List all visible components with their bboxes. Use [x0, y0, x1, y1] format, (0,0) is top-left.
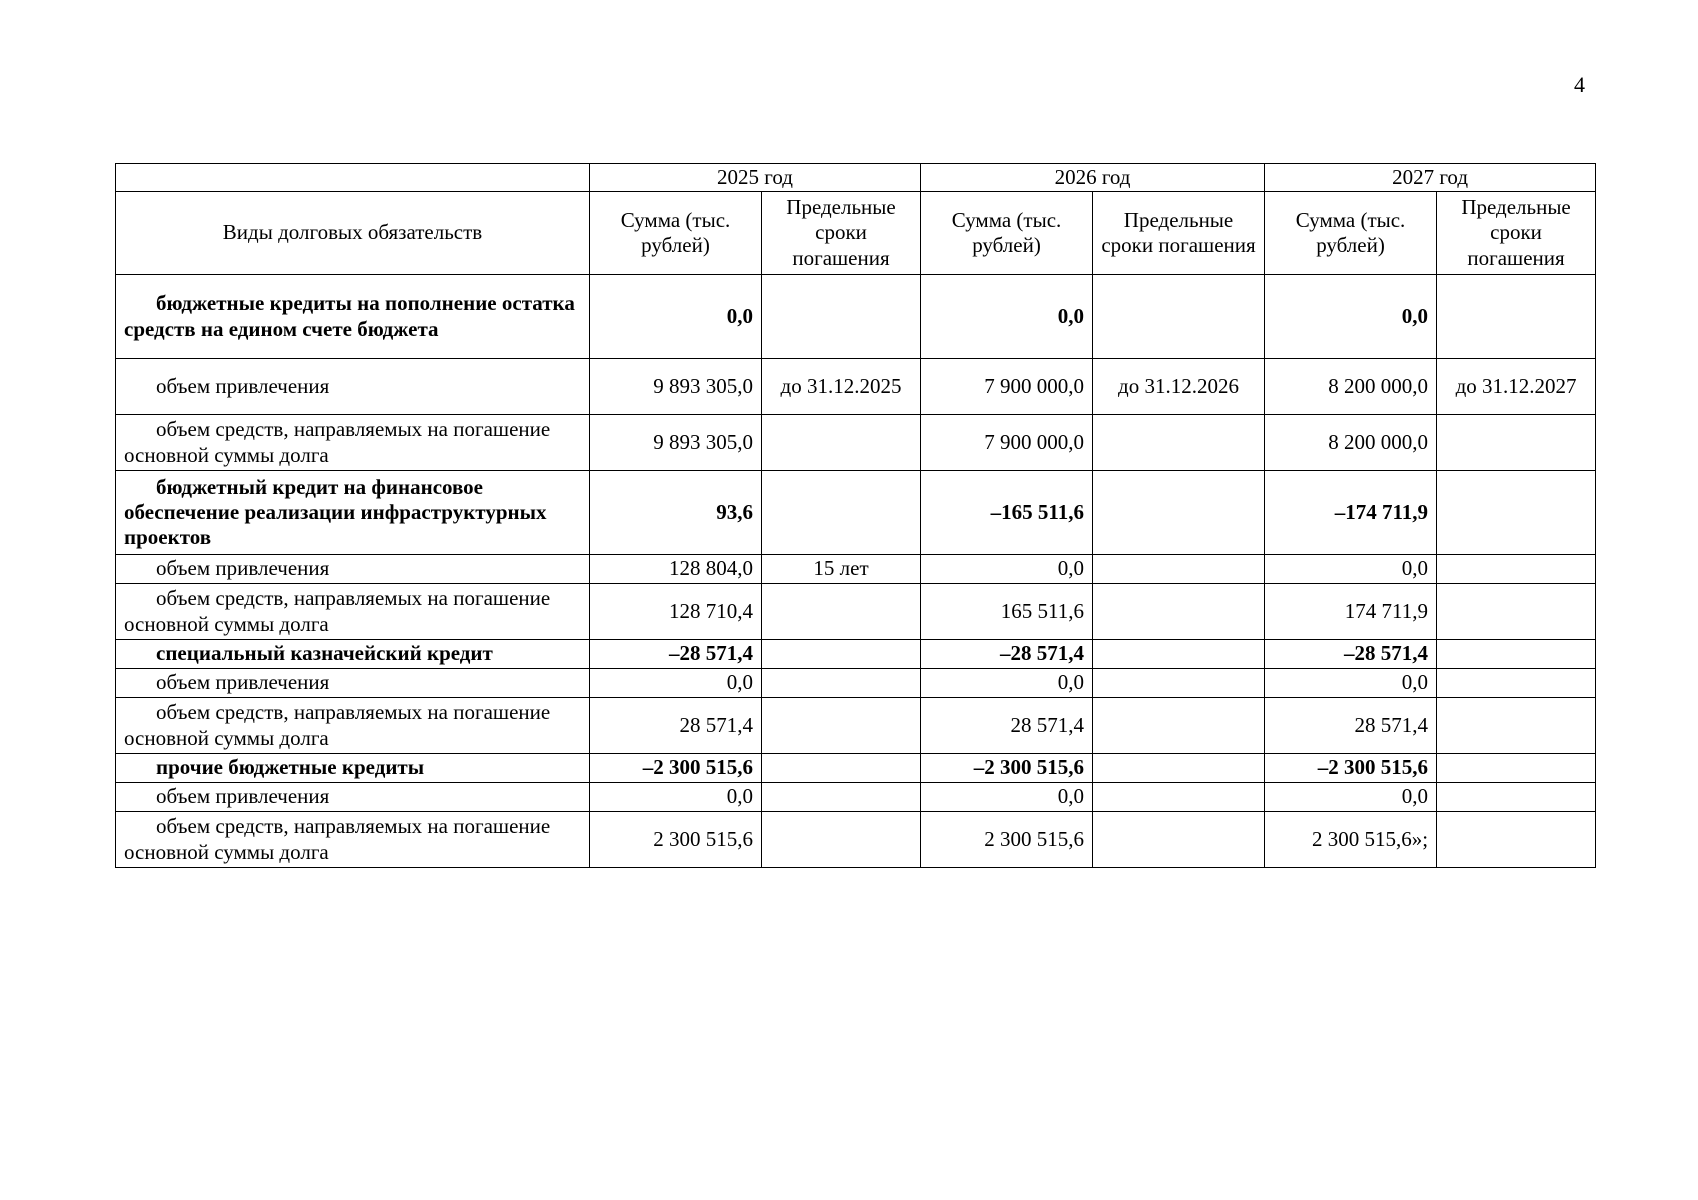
term-cell: 15 лет [762, 555, 921, 584]
debt-type-cell [116, 555, 590, 584]
debt-type-label: объем привлечения [156, 784, 330, 809]
term-cell [762, 669, 921, 698]
sum-cell: 2 300 515,6»; [1265, 812, 1437, 868]
term-cell [1437, 698, 1596, 754]
sum-cell: –2 300 515,6 [590, 754, 762, 783]
year-header-row [116, 164, 1596, 192]
sum-cell: 0,0 [590, 783, 762, 812]
term-cell [1437, 415, 1596, 471]
sum-cell: 7 900 000,0 [921, 359, 1093, 415]
debt-type-cell [116, 275, 590, 359]
sum-cell: –28 571,4 [921, 640, 1093, 669]
debt-type-label: объем средств, направляемых на погашение основной суммы долга [124, 814, 551, 864]
debt-obligations-table [115, 163, 1596, 868]
sum-cell: 28 571,4 [921, 698, 1093, 754]
debt-type-cell [116, 415, 590, 471]
sum-cell: 8 200 000,0 [1265, 359, 1437, 415]
term-cell [1093, 415, 1265, 471]
debt-type-label: бюджетный кредит на финансовое обеспечение реализации инфраструктурных проектов [124, 474, 547, 550]
debt-type-cell [116, 698, 590, 754]
debt-type-cell [116, 640, 590, 669]
sum-cell: –28 571,4 [1265, 640, 1437, 669]
debt-type-cell [116, 812, 590, 868]
term-cell [1093, 275, 1265, 359]
debt-type-cell [116, 359, 590, 415]
table-row [116, 584, 1596, 640]
debt-type-header: Виды долговых обязательств [116, 192, 590, 275]
debt-type-label: специальный казначейский кредит [156, 641, 493, 666]
term-cell: до 31.12.2025 [762, 359, 921, 415]
term-cell [1437, 812, 1596, 868]
sum-cell: 0,0 [921, 555, 1093, 584]
term-header: Предельные сроки погашения [1437, 192, 1596, 275]
table-row [116, 812, 1596, 868]
term-cell [762, 640, 921, 669]
term-cell [762, 275, 921, 359]
term-header: Предельные сроки погашения [1093, 192, 1265, 275]
term-cell: до 31.12.2026 [1093, 359, 1265, 415]
sum-cell: 0,0 [1265, 555, 1437, 584]
table-row [116, 640, 1596, 669]
term-cell [762, 471, 921, 555]
debt-type-label: объем привлечения [156, 670, 330, 695]
sum-header: Сумма (тыс. рублей) [921, 192, 1093, 275]
table-row [116, 471, 1596, 555]
term-cell [1437, 669, 1596, 698]
term-cell [1437, 584, 1596, 640]
sum-cell: 174 711,9 [1265, 584, 1437, 640]
table-row [116, 754, 1596, 783]
term-cell [1437, 754, 1596, 783]
sum-cell: 0,0 [921, 275, 1093, 359]
sum-cell: 0,0 [590, 275, 762, 359]
sum-cell: 9 893 305,0 [590, 415, 762, 471]
debt-type-label: бюджетные кредиты на пополнение остатка средств на едином счете бюджета [124, 291, 575, 341]
sum-cell: –2 300 515,6 [1265, 754, 1437, 783]
sum-cell: 8 200 000,0 [1265, 415, 1437, 471]
table-row [116, 275, 1596, 359]
page-number: 4 [1574, 72, 1585, 97]
sum-cell: 0,0 [1265, 275, 1437, 359]
debt-type-label: объем привлечения [156, 556, 330, 581]
term-cell [762, 415, 921, 471]
sum-cell: 28 571,4 [1265, 698, 1437, 754]
term-cell [762, 783, 921, 812]
sum-header: Сумма (тыс. рублей) [590, 192, 762, 275]
term-cell [1093, 754, 1265, 783]
debt-type-label: объем средств, направляемых на погашение основной суммы долга [124, 586, 551, 636]
sum-cell: 28 571,4 [590, 698, 762, 754]
debt-type-cell [116, 754, 590, 783]
term-cell [1093, 812, 1265, 868]
term-cell [1093, 555, 1265, 584]
sum-cell: 128 804,0 [590, 555, 762, 584]
debt-type-label: объем привлечения [156, 373, 330, 398]
term-cell [1093, 640, 1265, 669]
term-cell [1437, 471, 1596, 555]
sum-cell: 2 300 515,6 [921, 812, 1093, 868]
year-header-2025: 2025 год [590, 164, 921, 192]
term-cell [1437, 640, 1596, 669]
term-cell [1093, 698, 1265, 754]
debt-type-cell [116, 783, 590, 812]
term-cell [1437, 555, 1596, 584]
term-cell [1437, 783, 1596, 812]
table-row [116, 698, 1596, 754]
table-row [116, 359, 1596, 415]
term-cell [1093, 783, 1265, 812]
term-cell [1093, 669, 1265, 698]
sum-cell: 2 300 515,6 [590, 812, 762, 868]
sum-cell: 0,0 [1265, 669, 1437, 698]
column-header-row [116, 192, 1596, 275]
debt-type-cell [116, 584, 590, 640]
term-cell [762, 812, 921, 868]
table-body [116, 275, 1596, 868]
year-header-2027: 2027 год [1265, 164, 1596, 192]
term-cell [1093, 584, 1265, 640]
sum-cell: 128 710,4 [590, 584, 762, 640]
year-header-2026: 2026 год [921, 164, 1265, 192]
term-header: Предельные сроки погашения [762, 192, 921, 275]
debt-type-label: объем средств, направляемых на погашение основной суммы долга [124, 417, 551, 467]
sum-cell: 93,6 [590, 471, 762, 555]
sum-cell: 165 511,6 [921, 584, 1093, 640]
term-cell: до 31.12.2027 [1437, 359, 1596, 415]
sum-cell: –2 300 515,6 [921, 754, 1093, 783]
sum-cell: –174 711,9 [1265, 471, 1437, 555]
debt-type-label: прочие бюджетные кредиты [156, 755, 425, 780]
sum-cell: 9 893 305,0 [590, 359, 762, 415]
header-empty-cell [116, 164, 590, 192]
sum-cell: 0,0 [1265, 783, 1437, 812]
debt-type-cell [116, 471, 590, 555]
term-cell [762, 584, 921, 640]
sum-cell: 7 900 000,0 [921, 415, 1093, 471]
term-cell [1093, 471, 1265, 555]
sum-cell: 0,0 [590, 669, 762, 698]
debt-type-cell [116, 669, 590, 698]
term-cell [762, 698, 921, 754]
term-cell [762, 754, 921, 783]
table-row [116, 783, 1596, 812]
sum-cell: 0,0 [921, 669, 1093, 698]
term-cell [1437, 275, 1596, 359]
sum-cell: 0,0 [921, 783, 1093, 812]
sum-header: Сумма (тыс. рублей) [1265, 192, 1437, 275]
sum-cell: –28 571,4 [590, 640, 762, 669]
table-row [116, 415, 1596, 471]
table-row [116, 669, 1596, 698]
table-row [116, 555, 1596, 584]
sum-cell: –165 511,6 [921, 471, 1093, 555]
debt-type-label: объем средств, направляемых на погашение основной суммы долга [124, 700, 551, 750]
